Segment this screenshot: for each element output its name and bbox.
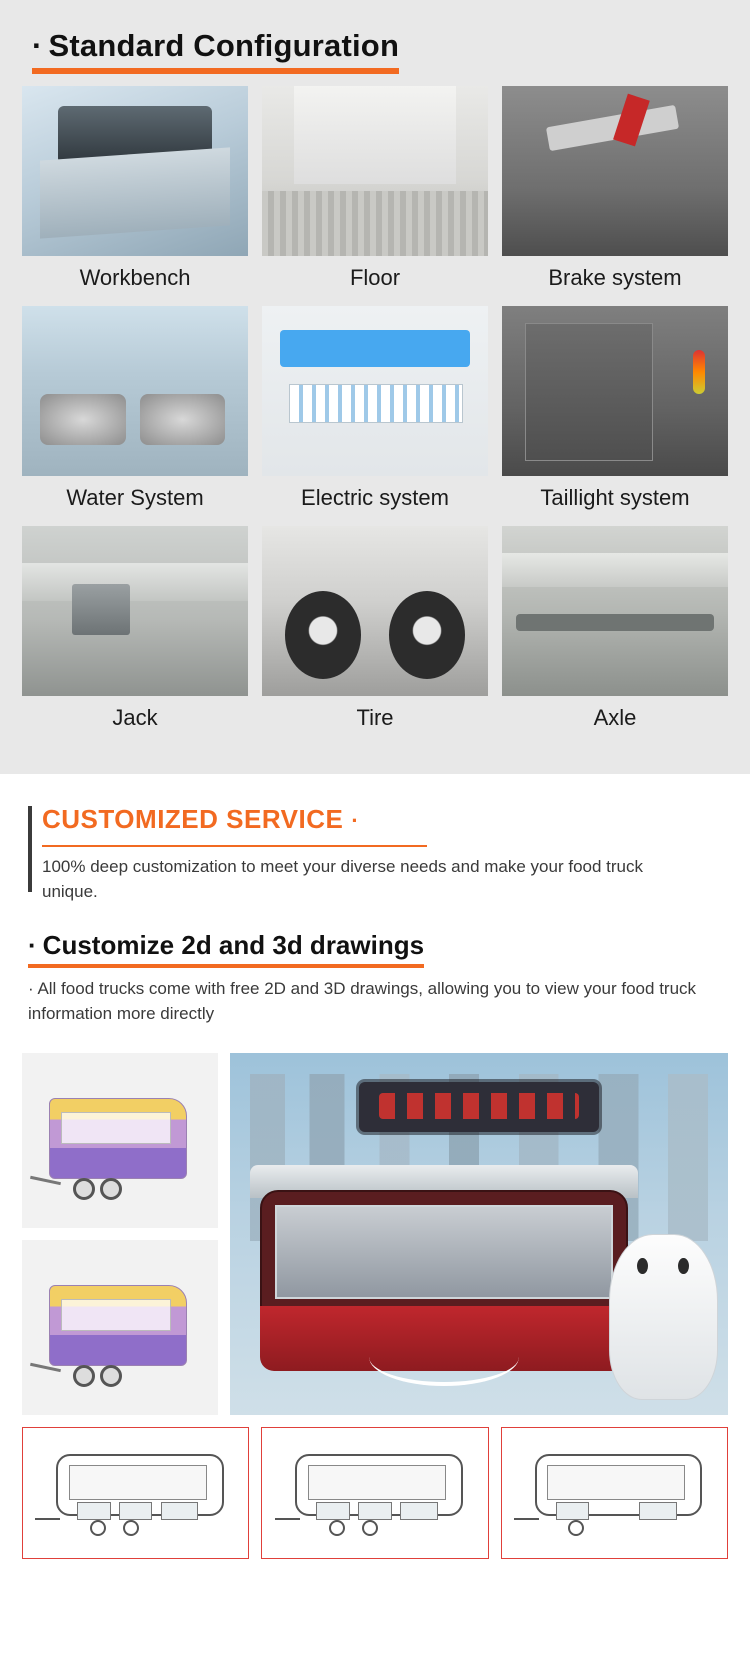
drawings-title-text: Customize 2d and 3d drawings	[42, 930, 425, 961]
config-item-water-system	[22, 306, 248, 524]
config-item-taillight-system	[502, 306, 728, 524]
drawings-description: · All food trucks come with free 2D and 3D drawings, allowing you to view your food truck information more directly	[28, 979, 697, 1024]
standard-configuration-heading	[22, 22, 728, 70]
tire-photo	[262, 526, 488, 696]
axle-photo	[502, 526, 728, 696]
line-drawing-concession-trailer	[261, 1427, 488, 1559]
config-item-floor	[262, 86, 488, 304]
title-marker: ·	[351, 808, 360, 834]
customized-service-block	[28, 804, 722, 904]
drawings-heading-wrap	[28, 930, 722, 1026]
title-text: Standard Configuration	[48, 28, 400, 63]
config-item-brake-system	[502, 86, 728, 304]
cad-column	[22, 1053, 218, 1415]
workbench-photo	[22, 86, 248, 256]
config-item-jack	[22, 526, 248, 744]
title-underline	[32, 68, 399, 74]
cad-render-side-view	[22, 1053, 218, 1228]
config-item-axle	[502, 526, 728, 744]
customized-service-rule	[42, 845, 427, 847]
red-food-truck-photo	[230, 1053, 728, 1415]
config-item-tire	[262, 526, 488, 744]
config-caption: Jack	[112, 705, 158, 731]
configuration-grid	[22, 86, 728, 745]
standard-configuration-section	[0, 0, 750, 774]
cad-render-angled-view	[22, 1240, 218, 1415]
config-caption: Electric system	[301, 484, 449, 510]
title-bullet: ·	[32, 28, 43, 63]
taillight-system-photo	[502, 306, 728, 476]
line-drawing-airstream-trailer	[22, 1427, 249, 1559]
customized-service-heading	[42, 804, 359, 841]
drawings-heading	[28, 930, 424, 965]
drawings-title-bullet: ·	[28, 930, 37, 961]
page-title	[32, 28, 399, 70]
config-caption: Floor	[349, 264, 401, 290]
config-caption: Water System	[66, 484, 204, 510]
config-caption: Workbench	[79, 264, 191, 290]
jack-photo	[22, 526, 248, 696]
drawings-title-underline	[28, 964, 424, 968]
line-drawing-rounded-trailer	[501, 1427, 728, 1559]
config-caption: Taillight system	[540, 484, 690, 510]
customized-service-section	[0, 774, 750, 1037]
config-item-workbench	[22, 86, 248, 304]
brake-system-photo	[502, 86, 728, 256]
config-caption: Brake system	[548, 264, 682, 290]
floor-photo	[262, 86, 488, 256]
customized-service-title: CUSTOMIZED SERVICE	[42, 804, 344, 835]
customized-service-description: 100% deep customization to meet your diverse needs and make your food truck unique.	[42, 857, 644, 901]
config-caption: Tire	[356, 705, 394, 731]
config-caption: Axle	[593, 705, 637, 731]
drawings-gallery	[0, 1053, 750, 1415]
config-item-electric-system	[262, 306, 488, 524]
water-system-photo	[22, 306, 248, 476]
line-drawings-row	[0, 1427, 750, 1579]
electric-system-photo	[262, 306, 488, 476]
